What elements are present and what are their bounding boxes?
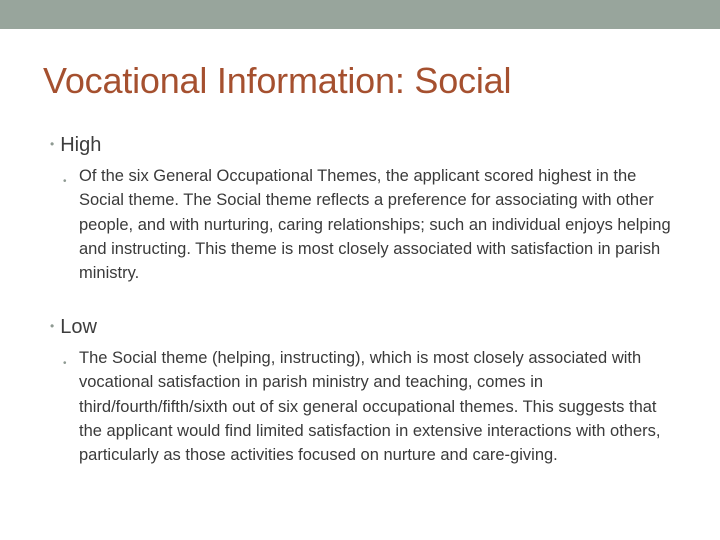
bullet-high-label: High [60, 134, 102, 156]
bullet-dot-icon: • [50, 136, 55, 151]
sub-bullet-dot-icon: • [63, 176, 67, 187]
bullet-low [50, 316, 97, 339]
sub-bullet-low-text: The Social theme (helping, instructing), which is most closely associated with vocational satisfaction in parish ministry and teaching, comes in third/fourth/fifth/sixth out of six general occupational themes. This suggests that the applicant would find limited satisfaction in extensive interactions with others, particularly as those activities focused on nurture and care-giving. [79, 349, 661, 465]
sub-bullet-low [63, 346, 683, 467]
sub-bullet-high-text: Of the six General Occupational Themes, the applicant scored highest in the Social theme. The Social theme reflects a preference for associating with other people, and with nurturing, caring relationships; such an individual enjoys helping and instructing. This theme is most closely associated with satisfaction in parish ministry. [79, 167, 671, 283]
bullet-high [50, 134, 101, 157]
header-bar [0, 0, 720, 29]
slide-title: Vocational Information: Social [43, 60, 512, 101]
bullet-dot-icon: • [50, 318, 55, 333]
sub-bullet-high [63, 164, 683, 285]
bullet-low-label: Low [60, 316, 97, 338]
sub-bullet-dot-icon: • [63, 358, 67, 369]
